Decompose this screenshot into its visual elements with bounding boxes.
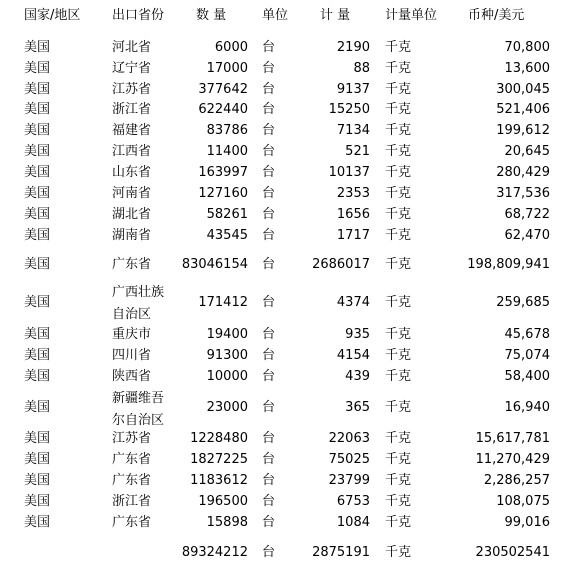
row-country: 美国 xyxy=(24,452,51,467)
row-quantity: 171412 xyxy=(198,295,248,310)
row-value: 58,400 xyxy=(504,369,550,384)
row-province: 辽宁省 xyxy=(112,61,152,76)
row-value: 317,536 xyxy=(496,186,550,201)
row-measure-unit: 千克 xyxy=(385,327,412,342)
row-province: 四川省 xyxy=(112,348,152,363)
row-quantity: 17000 xyxy=(206,61,248,76)
row-province: 湖北省 xyxy=(112,207,152,222)
row-value: 15,617,781 xyxy=(475,431,550,446)
header-measure: 计 量 xyxy=(320,8,351,23)
row-country: 美国 xyxy=(24,102,51,117)
row-country: 美国 xyxy=(24,473,51,488)
row-unit: 台 xyxy=(262,144,276,159)
row-value: 45,678 xyxy=(504,327,550,342)
row-measure: 4374 xyxy=(336,295,370,310)
row-quantity: 196500 xyxy=(198,494,248,509)
row-province: 重庆市 xyxy=(112,327,152,342)
row-quantity: 1228480 xyxy=(190,431,248,446)
row-quantity: 1183612 xyxy=(190,473,248,488)
row-country: 美国 xyxy=(24,82,51,97)
row-value: 13,600 xyxy=(504,61,550,76)
header-value: 币种/美元 xyxy=(468,8,525,23)
row-quantity: 15898 xyxy=(206,515,248,530)
row-unit: 台 xyxy=(262,165,276,180)
row-country: 美国 xyxy=(24,207,51,222)
row-unit: 台 xyxy=(262,61,276,76)
row-province: 陕西省 xyxy=(112,369,152,384)
row-province: 广东省 xyxy=(112,515,152,530)
row-measure: 22063 xyxy=(328,431,370,446)
row-measure-unit: 千克 xyxy=(385,400,412,415)
row-country: 美国 xyxy=(24,369,51,384)
row-country: 美国 xyxy=(24,295,51,310)
row-measure-unit: 千克 xyxy=(385,295,412,310)
row-value: 280,429 xyxy=(496,165,550,180)
row-unit: 台 xyxy=(262,327,276,342)
total-value: 230502541 xyxy=(475,545,550,560)
row-value: 199,612 xyxy=(496,123,550,138)
row-quantity: 1827225 xyxy=(190,452,248,467)
row-unit: 台 xyxy=(262,473,276,488)
row-unit: 台 xyxy=(262,40,276,55)
row-province: 广东省 xyxy=(112,452,152,467)
row-unit: 台 xyxy=(262,123,276,138)
row-measure-unit: 千克 xyxy=(385,102,412,117)
row-unit: 台 xyxy=(262,369,276,384)
header-unit: 单位 xyxy=(262,8,289,23)
row-measure: 9137 xyxy=(336,82,370,97)
row-country: 美国 xyxy=(24,348,51,363)
row-value: 521,406 xyxy=(496,102,550,117)
row-value: 16,940 xyxy=(504,400,550,415)
row-value: 75,074 xyxy=(504,348,550,363)
total-measure-unit: 千克 xyxy=(385,545,412,560)
row-quantity: 83786 xyxy=(206,123,248,138)
row-measure-unit: 千克 xyxy=(385,186,412,201)
row-country: 美国 xyxy=(24,40,51,55)
row-quantity: 58261 xyxy=(206,207,248,222)
row-unit: 台 xyxy=(262,228,276,243)
row-unit: 台 xyxy=(262,186,276,201)
row-country: 美国 xyxy=(24,144,51,159)
row-quantity: 10000 xyxy=(206,369,248,384)
row-measure: 2353 xyxy=(336,186,370,201)
row-country: 美国 xyxy=(24,186,51,201)
row-quantity: 11400 xyxy=(206,144,248,159)
row-quantity: 23000 xyxy=(206,400,248,415)
row-quantity: 91300 xyxy=(206,348,248,363)
row-unit: 台 xyxy=(262,348,276,363)
row-value: 68,722 xyxy=(504,207,550,222)
row-province: 浙江省 xyxy=(112,102,152,117)
row-value: 300,045 xyxy=(496,82,550,97)
row-measure: 1656 xyxy=(336,207,370,222)
row-province: 福建省 xyxy=(112,123,152,138)
row-measure: 6753 xyxy=(336,494,370,509)
row-measure: 1084 xyxy=(336,515,370,530)
row-measure: 1717 xyxy=(336,228,370,243)
row-quantity: 127160 xyxy=(198,186,248,201)
row-value: 108,075 xyxy=(496,494,550,509)
row-measure-unit: 千克 xyxy=(385,348,412,363)
row-value: 2,286,257 xyxy=(483,473,550,488)
row-value: 11,270,429 xyxy=(475,452,550,467)
row-measure-unit: 千克 xyxy=(385,257,412,272)
row-province: 广东省 xyxy=(112,473,152,488)
row-unit: 台 xyxy=(262,102,276,117)
row-unit: 台 xyxy=(262,452,276,467)
row-measure-unit: 千克 xyxy=(385,369,412,384)
row-measure: 365 xyxy=(345,400,370,415)
row-country: 美国 xyxy=(24,400,51,415)
row-value: 198,809,941 xyxy=(467,257,550,272)
row-country: 美国 xyxy=(24,494,51,509)
header-country: 国家/地区 xyxy=(24,8,81,23)
row-measure: 2190 xyxy=(336,40,370,55)
row-quantity: 6000 xyxy=(214,40,248,55)
row-measure: 88 xyxy=(353,61,370,76)
row-measure-unit: 千克 xyxy=(385,207,412,222)
row-value: 20,645 xyxy=(504,144,550,159)
row-measure: 4154 xyxy=(336,348,370,363)
row-value: 259,685 xyxy=(496,295,550,310)
row-unit: 台 xyxy=(262,494,276,509)
row-measure-unit: 千克 xyxy=(385,473,412,488)
row-province-line1: 广西壮族 xyxy=(112,285,165,300)
row-country: 美国 xyxy=(24,327,51,342)
row-province: 河北省 xyxy=(112,40,152,55)
row-value: 99,016 xyxy=(504,515,550,530)
row-country: 美国 xyxy=(24,123,51,138)
header-quantity: 数 量 xyxy=(196,8,227,23)
row-measure: 10137 xyxy=(328,165,370,180)
row-measure: 439 xyxy=(345,369,370,384)
row-measure: 935 xyxy=(345,327,370,342)
row-value: 62,470 xyxy=(504,228,550,243)
row-province: 山东省 xyxy=(112,165,152,180)
row-province: 浙江省 xyxy=(112,494,152,509)
row-unit: 台 xyxy=(262,257,276,272)
row-province-line2: 尔自治区 xyxy=(112,413,165,428)
row-province: 江苏省 xyxy=(112,82,152,97)
row-measure-unit: 千克 xyxy=(385,165,412,180)
row-quantity: 19400 xyxy=(206,327,248,342)
row-quantity: 163997 xyxy=(198,165,248,180)
row-province: 湖南省 xyxy=(112,228,152,243)
row-unit: 台 xyxy=(262,431,276,446)
row-measure-unit: 千克 xyxy=(385,144,412,159)
row-unit: 台 xyxy=(262,400,276,415)
row-measure-unit: 千克 xyxy=(385,61,412,76)
row-measure: 7134 xyxy=(336,123,370,138)
row-measure-unit: 千克 xyxy=(385,494,412,509)
row-country: 美国 xyxy=(24,61,51,76)
header-measure-unit: 计量单位 xyxy=(385,8,438,23)
total-measure: 2875191 xyxy=(312,545,370,560)
row-country: 美国 xyxy=(24,515,51,530)
row-unit: 台 xyxy=(262,207,276,222)
row-province: 江苏省 xyxy=(112,431,152,446)
total-unit: 台 xyxy=(262,545,276,560)
header-province: 出口省份 xyxy=(112,8,165,23)
row-value: 70,800 xyxy=(504,40,550,55)
row-quantity: 83046154 xyxy=(181,257,248,272)
row-quantity: 622440 xyxy=(198,102,248,117)
row-country: 美国 xyxy=(24,165,51,180)
row-measure: 15250 xyxy=(328,102,370,117)
row-measure-unit: 千克 xyxy=(385,82,412,97)
row-country: 美国 xyxy=(24,228,51,243)
row-province-line1: 新疆维吾 xyxy=(112,391,165,406)
row-unit: 台 xyxy=(262,82,276,97)
row-measure-unit: 千克 xyxy=(385,431,412,446)
row-measure: 521 xyxy=(345,144,370,159)
row-measure: 2686017 xyxy=(312,257,370,272)
row-unit: 台 xyxy=(262,515,276,530)
row-province: 河南省 xyxy=(112,186,152,201)
row-country: 美国 xyxy=(24,257,51,272)
row-measure: 23799 xyxy=(328,473,370,488)
row-country: 美国 xyxy=(24,431,51,446)
row-unit: 台 xyxy=(262,295,276,310)
row-province: 江西省 xyxy=(112,144,152,159)
row-measure-unit: 千克 xyxy=(385,123,412,138)
row-province: 广东省 xyxy=(112,257,152,272)
row-measure-unit: 千克 xyxy=(385,452,412,467)
row-measure-unit: 千克 xyxy=(385,228,412,243)
row-quantity: 377642 xyxy=(198,82,248,97)
row-measure-unit: 千克 xyxy=(385,515,412,530)
row-measure-unit: 千克 xyxy=(385,40,412,55)
row-province-line2: 自治区 xyxy=(112,307,152,322)
row-measure: 75025 xyxy=(328,452,370,467)
total-quantity: 89324212 xyxy=(181,545,248,560)
row-quantity: 43545 xyxy=(206,228,248,243)
